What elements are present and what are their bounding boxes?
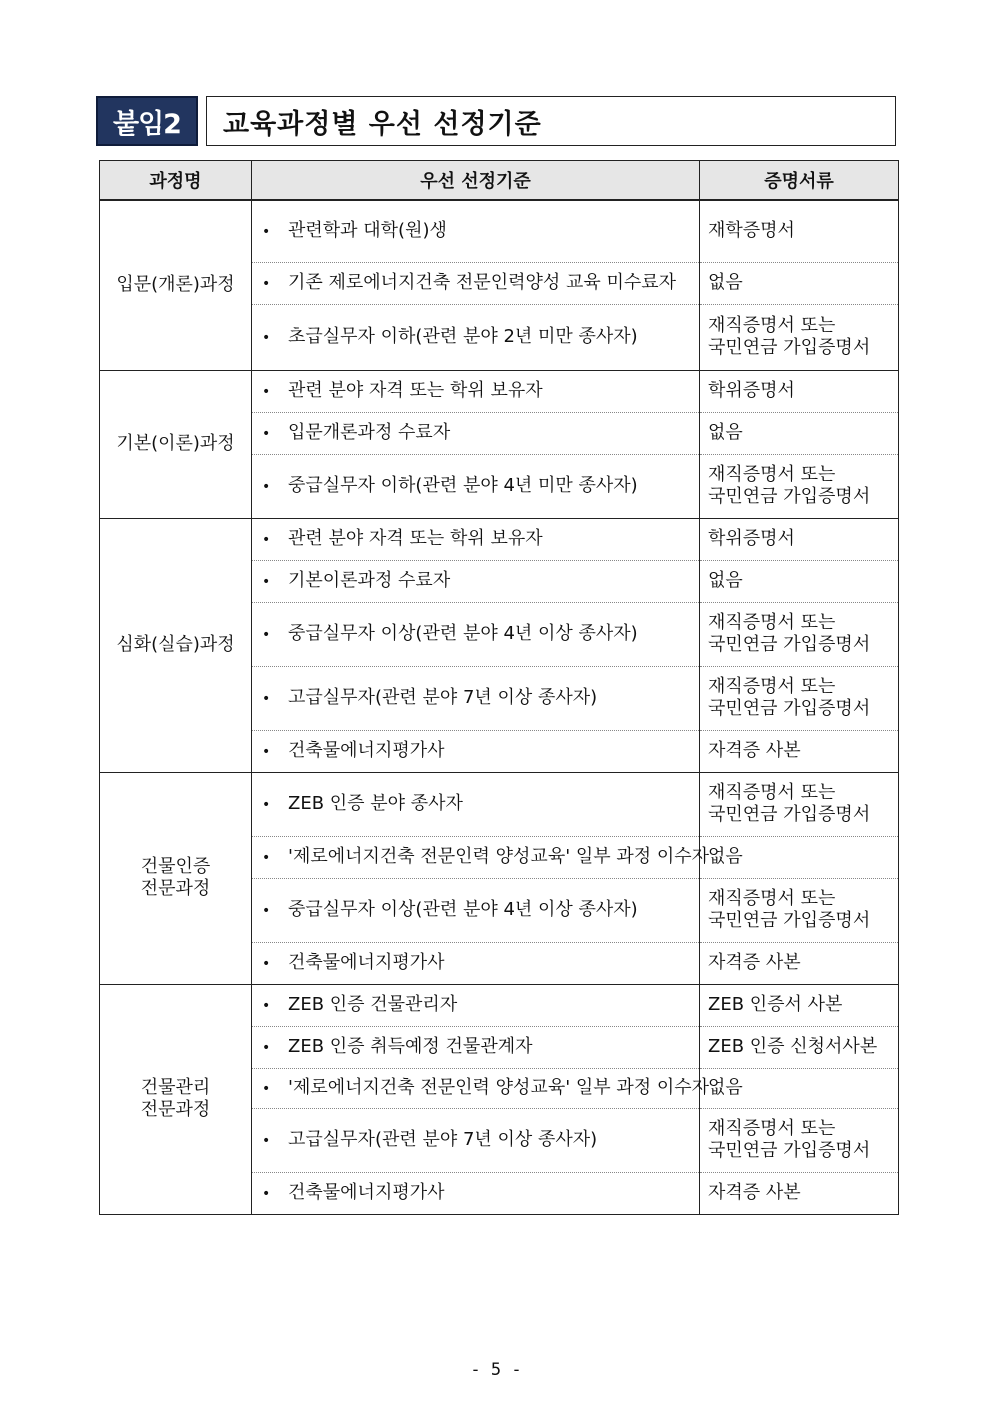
document-cell: 재학증명서 [700,200,899,262]
bullet-icon: • [262,1185,271,1202]
criterion-cell [252,666,700,730]
table-row [100,772,899,836]
document-cell: 재직증명서 또는 국민연금 가입증명서 [700,772,899,836]
course-name-cell [100,518,252,772]
bullet-icon: • [262,849,271,866]
bullet-icon: • [262,902,271,919]
criterion-cell [252,370,700,412]
bullet-icon: • [262,275,271,292]
criterion-text: 중급실무자 이상(관련 분야 4년 이상 종사자) [288,622,638,644]
course-name-line: 건물관리 [140,1077,211,1098]
annex-badge: 붙임2 [96,96,198,146]
table-row [100,518,899,560]
course-name-cell [100,200,252,370]
document-cell: 없음 [700,836,899,878]
document-cell: 자격증 사본 [700,942,899,984]
criterion-text: 초급실무자 이하(관련 분야 2년 미만 종사자) [288,325,638,347]
page-title: 교육과정별 우선 선정기준 [206,96,896,146]
course-name-line: 심화(실습)과정 [116,634,235,655]
course-name-cell [100,772,252,984]
criterion-text: 고급실무자(관련 분야 7년 이상 종사자) [288,686,598,708]
criterion-text: 입문개론과정 수료자 [288,421,451,443]
bullet-icon: • [262,1080,271,1097]
course-name-cell [100,984,252,1214]
document-cell: 재직증명서 또는 국민연금 가입증명서 [700,878,899,942]
criterion-text: '제로에너지건축 전문인력 양성교육' 일부 과정 이수자 [288,845,710,867]
document-cell: 없음 [700,560,899,602]
bullet-icon: • [262,743,271,760]
criterion-cell [252,602,700,666]
document-cell: 없음 [700,1068,899,1108]
criterion-text: 고급실무자(관련 분야 7년 이상 종사자) [288,1128,598,1150]
bullet-icon: • [262,626,271,643]
criterion-text: 중급실무자 이하(관련 분야 4년 미만 종사자) [288,474,638,496]
bullet-icon: • [262,425,271,442]
criterion-text: ZEB 인증 건물관리자 [288,993,458,1015]
bullet-icon: • [262,1132,271,1149]
criterion-cell [252,262,700,304]
page-number: - 5 - [470,1360,522,1380]
document-cell: ZEB 인증 신청서사본 [700,1026,899,1068]
criterion-text: 건축물에너지평가사 [288,951,445,973]
criterion-text: 중급실무자 이상(관련 분야 4년 이상 종사자) [288,898,638,920]
criterion-text: ZEB 인증 분야 종사자 [288,792,463,814]
selection-criteria-table [99,160,899,1215]
document-cell: 자격증 사본 [700,730,899,772]
criterion-cell [252,1068,710,1108]
bullet-icon: • [262,796,271,813]
bullet-icon: • [262,478,271,495]
criterion-cell [252,942,700,984]
criterion-cell [252,772,700,836]
criterion-text: '제로에너지건축 전문인력 양성교육' 일부 과정 이수자 [288,1076,710,1098]
bullet-icon: • [262,573,271,590]
document-cell: 없음 [700,412,899,454]
criterion-cell [252,836,710,878]
bullet-icon: • [262,531,271,548]
table-row [100,370,899,412]
criterion-text: 건축물에너지평가사 [288,1181,445,1203]
document-cell: 학위증명서 [700,370,899,412]
table-body [100,200,899,1214]
bullet-icon: • [262,1039,271,1056]
criterion-text: 기본이론과정 수료자 [288,569,451,591]
criterion-text: 건축물에너지평가사 [288,739,445,761]
criterion-cell [252,984,700,1026]
criterion-text: 관련학과 대학(원)생 [288,219,447,241]
document-cell: 재직증명서 또는 국민연금 가입증명서 [700,666,899,730]
criterion-cell [252,560,700,602]
column-header-criteria: 우선 선정기준 [252,161,700,201]
document-cell: 학위증명서 [700,518,899,560]
table-row [100,984,899,1026]
bullet-icon: • [262,223,271,240]
criterion-cell [252,730,700,772]
bullet-icon: • [262,690,271,707]
document-cell: 재직증명서 또는 국민연금 가입증명서 [700,304,899,370]
column-header-documents: 증명서류 [700,161,899,201]
column-header-course: 과정명 [100,161,252,201]
criterion-cell [252,454,700,518]
criterion-cell [252,1026,700,1068]
course-name-line: 기본(이론)과정 [116,433,235,454]
document-cell: 없음 [700,262,899,304]
bullet-icon: • [262,955,271,972]
bullet-icon: • [262,329,271,346]
criterion-cell [252,878,700,942]
course-name-line: 건물인증 [140,856,211,877]
criterion-text: ZEB 인증 취득예정 건물관계자 [288,1035,533,1057]
bullet-icon: • [262,383,271,400]
table-row [100,200,899,262]
criterion-cell [252,304,700,370]
document-cell: ZEB 인증서 사본 [700,984,899,1026]
bullet-icon: • [262,997,271,1014]
course-name-line: 전문과정 [140,1099,211,1120]
criterion-cell [252,1172,700,1214]
document-cell: 재직증명서 또는 국민연금 가입증명서 [700,454,899,518]
criterion-cell [252,200,700,262]
course-name-line: 입문(개론)과정 [116,274,235,296]
document-cell: 자격증 사본 [700,1172,899,1214]
criterion-text: 기존 제로에너지건축 전문인력양성 교육 미수료자 [288,271,677,293]
criterion-cell [252,412,700,454]
course-name-line: 전문과정 [140,878,211,899]
document-cell: 재직증명서 또는 국민연금 가입증명서 [700,1108,899,1172]
criterion-cell [252,1108,700,1172]
course-name-cell [100,370,252,518]
table-header-row [100,161,899,201]
criterion-cell [252,518,700,560]
criterion-text: 관련 분야 자격 또는 학위 보유자 [288,379,543,401]
annex-header [96,96,896,146]
criterion-text: 관련 분야 자격 또는 학위 보유자 [288,527,543,549]
document-cell: 재직증명서 또는 국민연금 가입증명서 [700,602,899,666]
